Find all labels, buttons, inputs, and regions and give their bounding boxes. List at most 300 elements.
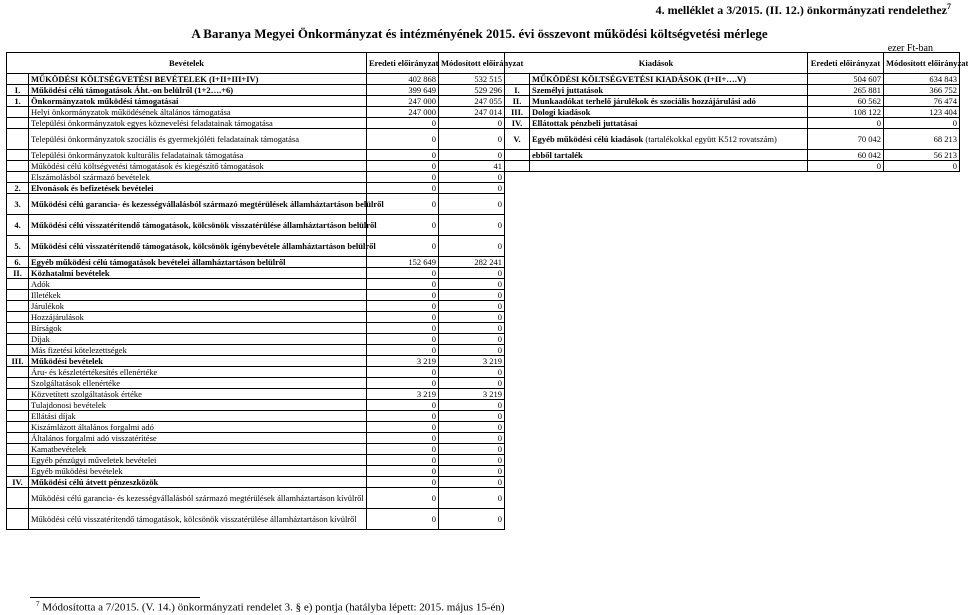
- revenue-original-value: 402 868: [367, 74, 439, 85]
- revenue-original-value: 0: [367, 433, 439, 444]
- table-row: [7, 183, 960, 194]
- revenue-row-label: Hozzájárulások: [29, 312, 367, 323]
- empty-cell: [808, 455, 884, 466]
- empty-cell: [530, 378, 808, 389]
- table-row: [7, 74, 960, 85]
- empty-cell: [530, 279, 808, 290]
- revenue-row-number: [7, 301, 29, 312]
- empty-cell: [884, 172, 960, 183]
- revenue-modified-value: 0: [439, 488, 505, 509]
- empty-cell: [884, 367, 960, 378]
- revenue-row-label: Adók: [29, 279, 367, 290]
- empty-cell: [505, 345, 530, 356]
- empty-cell: [808, 312, 884, 323]
- revenue-row-label: Járulékok: [29, 301, 367, 312]
- table-row: [7, 85, 960, 96]
- revenue-row-number: [7, 455, 29, 466]
- revenue-row-number: [7, 345, 29, 356]
- empty-cell: [808, 194, 884, 215]
- empty-cell: [505, 301, 530, 312]
- revenue-row-label: Települési önkormányzatok egyes köznevelési feladatainak támogatása: [29, 118, 367, 129]
- revenue-original-value: 0: [367, 215, 439, 236]
- empty-cell: [530, 323, 808, 334]
- revenue-row-label: Működési célú garancia- és kezességvállalásból származó megtérülések államháztartáson kívülről: [29, 488, 367, 509]
- table-row: [7, 301, 960, 312]
- table-row: [7, 96, 960, 107]
- expenditure-row-number: V.: [505, 129, 530, 150]
- empty-cell: [808, 323, 884, 334]
- expenditure-original-value: 265 881: [808, 85, 884, 96]
- revenue-original-value: 0: [367, 290, 439, 301]
- expenditure-row-label: [530, 118, 808, 129]
- table-row: [7, 172, 960, 183]
- revenue-row-label: Kamatbevételek: [29, 444, 367, 455]
- empty-cell: [808, 257, 884, 268]
- revenue-original-value: 152 649: [367, 257, 439, 268]
- expenditure-modified-value: 0: [884, 118, 960, 129]
- empty-cell: [884, 477, 960, 488]
- table-row: [7, 194, 960, 215]
- empty-cell: [884, 215, 960, 236]
- table-row: [7, 345, 960, 356]
- revenue-modified-value: 0: [439, 411, 505, 422]
- revenue-modified-value: 0: [439, 509, 505, 530]
- revenue-original-value: 3 219: [367, 389, 439, 400]
- revenue-original-value: 3 219: [367, 356, 439, 367]
- revenue-row-number: [7, 172, 29, 183]
- revenue-original-value: 0: [367, 301, 439, 312]
- revenue-original-value: 0: [367, 345, 439, 356]
- table-row: [7, 477, 960, 488]
- revenue-original-value: 0: [367, 129, 439, 150]
- empty-cell: [530, 389, 808, 400]
- revenue-row-label: Bírságok: [29, 323, 367, 334]
- table-row: [7, 378, 960, 389]
- expenditure-modified-value: 123 404: [884, 107, 960, 118]
- expenditure-modified-value: 76 474: [884, 96, 960, 107]
- table-row: [7, 107, 960, 118]
- revenue-original-value: 0: [367, 422, 439, 433]
- revenue-row-number: 4.: [7, 215, 29, 236]
- empty-cell: [808, 378, 884, 389]
- empty-cell: [505, 422, 530, 433]
- empty-cell: [884, 183, 960, 194]
- revenue-modified-value: 0: [439, 183, 505, 194]
- expenditure-label-main: ebből tartalék: [532, 149, 583, 160]
- table-row: [7, 118, 960, 129]
- empty-cell: [884, 488, 960, 509]
- empty-cell: [808, 345, 884, 356]
- revenue-row-number: [7, 411, 29, 422]
- empty-cell: [884, 334, 960, 345]
- empty-cell: [530, 236, 808, 257]
- empty-cell: [808, 444, 884, 455]
- empty-cell: [530, 290, 808, 301]
- empty-cell: [505, 444, 530, 455]
- budget-balance-table: [6, 52, 968, 530]
- empty-cell: [530, 356, 808, 367]
- revenue-original-value: 0: [367, 118, 439, 129]
- empty-cell: [505, 466, 530, 477]
- empty-cell: [530, 312, 808, 323]
- revenue-original-value: 0: [367, 334, 439, 345]
- empty-cell: [884, 323, 960, 334]
- revenue-modified-value: 0: [439, 118, 505, 129]
- revenue-row-number: [7, 422, 29, 433]
- revenue-original-value: 399 649: [367, 85, 439, 96]
- table-row: [7, 444, 960, 455]
- empty-cell: [530, 367, 808, 378]
- empty-cell: [884, 194, 960, 215]
- revenue-row-label: Települési önkormányzatok kulturális feladatainak támogatása: [29, 150, 367, 161]
- revenue-row-label: Működési célú visszatérítendő támogatások, kölcsönök visszatérülése államháztartáson belülről: [29, 215, 367, 236]
- table-row: [7, 268, 960, 279]
- revenue-original-value: 0: [367, 509, 439, 530]
- revenue-row-label: Települési önkormányzatok szociális és gyermekjóléti feladatainak támogatása: [29, 129, 367, 150]
- revenue-modified-value: 0: [439, 323, 505, 334]
- revenue-modified-value: 0: [439, 268, 505, 279]
- revenue-row-label: Működési célú költségvetési támogatások és kiegészítő támogatások: [29, 161, 367, 172]
- table-header-row: [7, 53, 960, 74]
- table-row: [7, 150, 960, 161]
- expenditure-original-value: 504 607: [808, 74, 884, 85]
- empty-cell: [808, 422, 884, 433]
- revenue-original-value: 0: [367, 194, 439, 215]
- revenue-row-number: [7, 279, 29, 290]
- empty-cell: [530, 194, 808, 215]
- revenue-original-value: 0: [367, 236, 439, 257]
- revenue-modified-value: 0: [439, 367, 505, 378]
- revenue-row-label: Ellátási díjak: [29, 411, 367, 422]
- revenue-row-label: Egyéb működési bevételek: [29, 466, 367, 477]
- empty-cell: [808, 236, 884, 257]
- table-row: [7, 509, 960, 530]
- revenue-row-number: [7, 488, 29, 509]
- expenditure-label-main: Dologi kiadások: [532, 106, 591, 117]
- revenue-row-number: 2.: [7, 183, 29, 194]
- revenue-row-label: Egyéb működési célú támogatások bevételei államháztartáson belülről: [29, 257, 367, 268]
- empty-cell: [530, 422, 808, 433]
- empty-cell: [884, 411, 960, 422]
- revenue-original-value: 0: [367, 466, 439, 477]
- expenditure-row-number: III.: [505, 107, 530, 118]
- revenue-row-label: Elszámolásból származó bevételek: [29, 172, 367, 183]
- empty-cell: [884, 312, 960, 323]
- revenue-row-number: [7, 129, 29, 150]
- table-row: [7, 215, 960, 236]
- revenue-original-value: 0: [367, 444, 439, 455]
- table-row: [7, 323, 960, 334]
- empty-cell: [884, 455, 960, 466]
- revenue-modified-value: 0: [439, 312, 505, 323]
- empty-cell: [530, 215, 808, 236]
- empty-cell: [808, 183, 884, 194]
- revenue-row-number: 6.: [7, 257, 29, 268]
- expenditure-original-value: 70 042: [808, 129, 884, 150]
- table-row: [7, 236, 960, 257]
- expenditure-original-value: 0: [808, 118, 884, 129]
- expenditure-row-label: [530, 129, 808, 150]
- revenue-original-value: 0: [367, 161, 439, 172]
- revenue-row-label: Elvonások és befizetések bevételei: [29, 183, 367, 194]
- empty-cell: [505, 215, 530, 236]
- expenditure-row-number: IV.: [505, 118, 530, 129]
- empty-cell: [530, 268, 808, 279]
- empty-cell: [808, 334, 884, 345]
- expenditure-row-label: [530, 74, 808, 85]
- revenue-header: Bevételek: [7, 53, 367, 74]
- empty-cell: [505, 290, 530, 301]
- expenditure-original-value: 60 042: [808, 150, 884, 161]
- empty-cell: [530, 345, 808, 356]
- revenue-modified-value: 0: [439, 290, 505, 301]
- expenditure-original-value: 0: [808, 161, 884, 172]
- revenue-modified-value: 0: [439, 378, 505, 389]
- revenue-row-number: [7, 323, 29, 334]
- empty-cell: [884, 466, 960, 477]
- revenue-row-label: Működési célú támogatások Áht.-on belülről (1+2….+6): [29, 85, 367, 96]
- expenditure-modified-header: Módosított előirányzat: [884, 53, 960, 74]
- empty-cell: [808, 477, 884, 488]
- empty-cell: [808, 400, 884, 411]
- empty-cell: [505, 334, 530, 345]
- revenue-row-label: Működési célú garancia- és kezességvállalásból származó megtérülések államháztartáson belülről: [29, 194, 367, 215]
- revenue-row-number: [7, 312, 29, 323]
- revenue-original-value: 0: [367, 312, 439, 323]
- table-row: [7, 290, 960, 301]
- revenue-row-label: Általános forgalmi adó visszatérítése: [29, 433, 367, 444]
- revenue-modified-value: 0: [439, 422, 505, 433]
- revenue-row-label: Más fizetési kötelezettségek: [29, 345, 367, 356]
- expenditure-label-note: (tartalékokkal együtt K512 rovatszám): [643, 133, 777, 144]
- empty-cell: [505, 183, 530, 194]
- empty-cell: [808, 389, 884, 400]
- revenue-original-header: Eredeti előirányzat: [367, 53, 439, 74]
- revenue-original-value: 0: [367, 400, 439, 411]
- revenue-row-label: Tulajdonosi bevételek: [29, 400, 367, 411]
- empty-cell: [505, 172, 530, 183]
- revenue-row-label: Működési célú visszatérítendő támogatások, kölcsönök igénybevétele államháztartáson belülről: [29, 236, 367, 257]
- revenue-modified-value: 0: [439, 466, 505, 477]
- empty-cell: [808, 290, 884, 301]
- expenditure-modified-value: 68 213: [884, 129, 960, 150]
- revenue-original-value: 0: [367, 367, 439, 378]
- unit-label: ezer Ft-ban: [887, 43, 933, 54]
- revenue-modified-value: 532 515: [439, 74, 505, 85]
- expenditure-label-main: Ellátottak pénzbeli juttatásai: [532, 117, 638, 128]
- expenditure-row-number: [505, 150, 530, 161]
- annex-footnote-mark: 7: [947, 2, 951, 11]
- table-row: [7, 411, 960, 422]
- revenue-row-label: Egyéb pénzügyi műveletek bevételei: [29, 455, 367, 466]
- revenue-row-label: Működési bevételek: [29, 356, 367, 367]
- empty-cell: [884, 389, 960, 400]
- revenue-modified-value: 3 219: [439, 389, 505, 400]
- revenue-row-number: III.: [7, 356, 29, 367]
- revenue-row-label: Működési célú visszatérítendő támogatások, kölcsönök visszatérülése államháztartáson kívülről: [29, 509, 367, 530]
- empty-cell: [530, 466, 808, 477]
- revenue-row-label: Szolgáltatások ellenértéke: [29, 378, 367, 389]
- expenditure-label-main: Személyi juttatások: [532, 84, 604, 95]
- revenue-row-number: IV.: [7, 477, 29, 488]
- expenditure-label-main: Munkaadókat terhelő járulékok és szociális hozzájárulási adó: [532, 95, 756, 106]
- expenditure-label-main: MŰKÖDÉSI KÖLTSÉGVETÉSI KIADÁSOK (I+II+….V): [532, 73, 746, 84]
- empty-cell: [505, 257, 530, 268]
- empty-cell: [530, 301, 808, 312]
- expenditure-row-label: [530, 85, 808, 96]
- revenue-row-label: Helyi önkormányzatok működésének általános támogatása: [29, 107, 367, 118]
- empty-cell: [530, 433, 808, 444]
- table-row: [7, 312, 960, 323]
- revenue-modified-value: 0: [439, 334, 505, 345]
- revenue-row-number: [7, 466, 29, 477]
- empty-cell: [530, 488, 808, 509]
- empty-cell: [808, 279, 884, 290]
- empty-cell: [505, 279, 530, 290]
- revenue-row-number: [7, 433, 29, 444]
- revenue-original-value: 0: [367, 323, 439, 334]
- footnote-mark: 7: [36, 600, 40, 608]
- empty-cell: [808, 433, 884, 444]
- revenue-modified-value: 0: [439, 455, 505, 466]
- empty-cell: [505, 488, 530, 509]
- revenue-row-number: II.: [7, 268, 29, 279]
- empty-cell: [808, 367, 884, 378]
- empty-cell: [884, 378, 960, 389]
- empty-cell: [808, 509, 884, 530]
- revenue-row-number: 5.: [7, 236, 29, 257]
- table-row: [7, 279, 960, 290]
- table-row: [7, 455, 960, 466]
- empty-cell: [884, 236, 960, 257]
- revenue-row-number: [7, 107, 29, 118]
- empty-cell: [505, 433, 530, 444]
- empty-cell: [505, 194, 530, 215]
- revenue-row-number: [7, 334, 29, 345]
- empty-cell: [530, 172, 808, 183]
- expenditure-original-value: 60 562: [808, 96, 884, 107]
- empty-cell: [530, 400, 808, 411]
- empty-cell: [505, 400, 530, 411]
- revenue-original-value: 0: [367, 411, 439, 422]
- revenue-row-number: [7, 389, 29, 400]
- revenue-modified-value: 0: [439, 400, 505, 411]
- empty-cell: [808, 268, 884, 279]
- revenue-row-label: MŰKÖDÉSI KÖLTSÉGVETÉSI BEVÉTELEK (I+II+III+IV): [29, 74, 367, 85]
- table-row: [7, 400, 960, 411]
- footnote-divider: [30, 597, 200, 598]
- revenue-original-value: 0: [367, 172, 439, 183]
- empty-cell: [505, 367, 530, 378]
- revenue-row-label: Illetékek: [29, 290, 367, 301]
- expenditure-label-main: Egyéb működési célú kiadások: [532, 133, 644, 144]
- revenue-modified-value: 0: [439, 279, 505, 290]
- empty-cell: [808, 411, 884, 422]
- table-row: [7, 129, 960, 150]
- empty-cell: [808, 215, 884, 236]
- revenue-original-value: 0: [367, 268, 439, 279]
- table-row: [7, 161, 960, 172]
- empty-cell: [530, 444, 808, 455]
- revenue-modified-value: 0: [439, 433, 505, 444]
- expenditure-row-label: [530, 161, 808, 172]
- empty-cell: [808, 172, 884, 183]
- revenue-row-label: Közvetített szolgáltatások értéke: [29, 389, 367, 400]
- empty-cell: [884, 400, 960, 411]
- table-row: [7, 334, 960, 345]
- annex-reference: 4. melléklet a 3/2015. (II. 12.) önkormányzati rendelethez$^7$: [655, 2, 951, 17]
- empty-cell: [808, 488, 884, 509]
- expenditure-modified-value: 56 213: [884, 150, 960, 161]
- table-row: [7, 466, 960, 477]
- revenue-row-number: [7, 150, 29, 161]
- expenditure-modified-value: 634 843: [884, 74, 960, 85]
- revenue-original-value: 0: [367, 455, 439, 466]
- revenue-row-number: [7, 161, 29, 172]
- revenue-row-label: Kiszámlázott általános forgalmi adó: [29, 422, 367, 433]
- revenue-row-number: [7, 367, 29, 378]
- revenue-row-label: Díjak: [29, 334, 367, 345]
- revenue-original-value: 0: [367, 378, 439, 389]
- revenue-original-value: 0: [367, 183, 439, 194]
- revenue-modified-value: 282 241: [439, 257, 505, 268]
- revenue-original-value: 0: [367, 477, 439, 488]
- footnote-text: Módosította a 7/2015. (V. 14.) önkormányzati rendelet 3. § e) pontja (hatályba lépett: 2015. május 15-én): [39, 601, 505, 614]
- revenue-modified-value: 247 055: [439, 96, 505, 107]
- revenue-modified-value: 0: [439, 215, 505, 236]
- table-row: [7, 257, 960, 268]
- revenue-modified-value: 0: [439, 236, 505, 257]
- revenue-row-number: [7, 118, 29, 129]
- revenue-modified-value: 247 014: [439, 107, 505, 118]
- revenue-row-label: Önkormányzatok működési támogatásai: [29, 96, 367, 107]
- empty-cell: [505, 268, 530, 279]
- revenue-row-number: [7, 509, 29, 530]
- expenditure-header: Kiadások: [505, 53, 808, 74]
- revenue-row-number: [7, 74, 29, 85]
- revenue-row-number: [7, 400, 29, 411]
- empty-cell: [884, 301, 960, 312]
- empty-cell: [505, 411, 530, 422]
- revenue-row-label: Működési célú átvett pénzeszközök: [29, 477, 367, 488]
- revenue-row-number: [7, 290, 29, 301]
- empty-cell: [505, 356, 530, 367]
- expenditure-original-header: Eredeti előirányzat: [808, 53, 884, 74]
- revenue-modified-value: 529 296: [439, 85, 505, 96]
- empty-cell: [808, 301, 884, 312]
- revenue-modified-header: Módosított előirányzat: [439, 53, 505, 74]
- revenue-modified-value: 0: [439, 444, 505, 455]
- empty-cell: [505, 236, 530, 257]
- empty-cell: [884, 509, 960, 530]
- expenditure-row-label: [530, 107, 808, 118]
- expenditure-modified-value: 366 752: [884, 85, 960, 96]
- empty-cell: [505, 389, 530, 400]
- empty-cell: [884, 433, 960, 444]
- revenue-modified-value: 3 219: [439, 356, 505, 367]
- revenue-original-value: 0: [367, 150, 439, 161]
- empty-cell: [530, 509, 808, 530]
- empty-cell: [505, 312, 530, 323]
- empty-cell: [505, 455, 530, 466]
- empty-cell: [505, 509, 530, 530]
- empty-cell: [530, 257, 808, 268]
- revenue-modified-value: 41: [439, 161, 505, 172]
- table-row: [7, 422, 960, 433]
- empty-cell: [530, 455, 808, 466]
- empty-cell: [884, 422, 960, 433]
- revenue-row-number: [7, 378, 29, 389]
